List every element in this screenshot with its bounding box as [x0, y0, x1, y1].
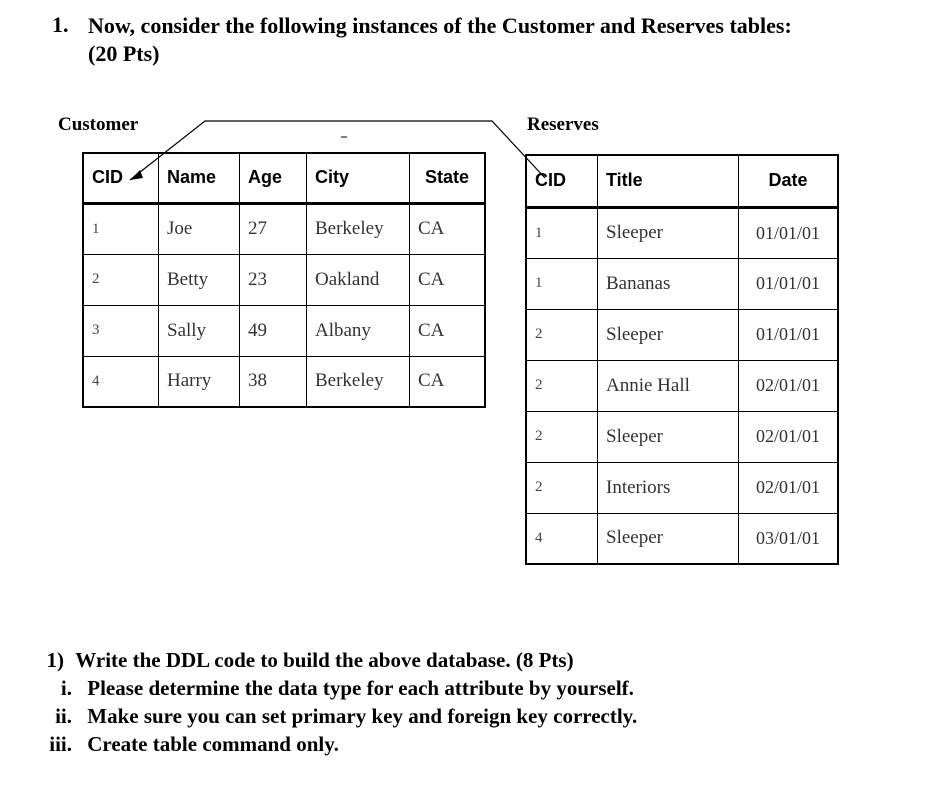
task-item-sub — [38, 674, 637, 702]
reserves-cell-title: Interiors — [598, 462, 739, 513]
reserves-cell-title: Sleeper — [598, 513, 739, 564]
table-row — [83, 254, 485, 305]
customer-header-state: State — [410, 153, 486, 203]
reserves-cell-cid: 4 — [526, 513, 598, 564]
customer-header-city: City — [307, 153, 410, 203]
reserves-cell-date: 01/01/01 — [739, 309, 839, 360]
reserves-cell-date: 01/01/01 — [739, 258, 839, 309]
customer-cell-city: Albany — [307, 305, 410, 356]
reserves-cell-date: 02/01/01 — [739, 360, 839, 411]
customer-cell-name: Sally — [159, 305, 240, 356]
table-row — [526, 207, 838, 258]
task-item-main — [38, 646, 637, 674]
reserves-cell-date: 02/01/01 — [739, 411, 839, 462]
table-row — [526, 513, 838, 564]
customer-cell-state: CA — [410, 254, 486, 305]
task-marker: ii. — [55, 704, 72, 728]
reserves-cell-cid: 1 — [526, 207, 598, 258]
reserves-cell-title: Sleeper — [598, 207, 739, 258]
reserves-table-label: Reserves — [527, 114, 599, 135]
task-text: Write the DDL code to build the above database. (8 Pts) — [75, 648, 574, 672]
task-item-sub — [38, 730, 637, 758]
question-line-1: Now, consider the following instances of the Customer and Reserves tables: — [88, 13, 792, 38]
customer-cell-state: CA — [410, 203, 486, 254]
customer-cell-cid: 3 — [83, 305, 159, 356]
customer-cell-age: 49 — [240, 305, 307, 356]
table-row — [526, 258, 838, 309]
customer-cell-age: 27 — [240, 203, 307, 254]
customer-cell-age: 38 — [240, 356, 307, 407]
customer-cell-city: Berkeley — [307, 203, 410, 254]
customer-cell-name: Betty — [159, 254, 240, 305]
reserves-header-cid: CID — [526, 155, 598, 207]
task-list — [38, 646, 637, 758]
reserves-cell-cid: 2 — [526, 411, 598, 462]
reserves-cell-date: 03/01/01 — [739, 513, 839, 564]
customer-cell-state: CA — [410, 305, 486, 356]
customer-cell-city: Berkeley — [307, 356, 410, 407]
task-item-sub — [38, 702, 637, 730]
customer-cell-age: 23 — [240, 254, 307, 305]
customer-header-cid: CID — [83, 153, 159, 203]
question-line-2: (20 Pts) — [88, 41, 160, 66]
reserves-cell-title: Annie Hall — [598, 360, 739, 411]
reserves-cell-title: Bananas — [598, 258, 739, 309]
table-row — [526, 462, 838, 513]
reserves-cell-cid: 2 — [526, 309, 598, 360]
task-marker: 1) — [46, 648, 64, 672]
table-row — [83, 356, 485, 407]
customer-cell-name: Joe — [159, 203, 240, 254]
question-number: 1. — [52, 12, 69, 37]
customer-header-row — [83, 153, 485, 203]
customer-cell-cid: 1 — [83, 203, 159, 254]
task-text: Please determine the data type for each attribute by yourself. — [87, 676, 634, 700]
customer-table-label: Customer — [58, 114, 139, 135]
table-row — [526, 411, 838, 462]
reserves-header-date: Date — [739, 155, 839, 207]
task-marker: iii. — [49, 732, 72, 756]
customer-header-name: Name — [159, 153, 240, 203]
reserves-header-row — [526, 155, 838, 207]
reserves-cell-cid: 2 — [526, 462, 598, 513]
table-row — [526, 309, 838, 360]
reserves-cell-title: Sleeper — [598, 309, 739, 360]
customer-table — [82, 152, 486, 408]
customer-header-age: Age — [240, 153, 307, 203]
reserves-cell-cid: 2 — [526, 360, 598, 411]
reserves-cell-date: 02/01/01 — [739, 462, 839, 513]
reserves-header-title: Title — [598, 155, 739, 207]
reserves-cell-date: 01/01/01 — [739, 207, 839, 258]
customer-cell-cid: 4 — [83, 356, 159, 407]
customer-cell-state: CA — [410, 356, 486, 407]
reserves-table — [525, 154, 839, 565]
table-row — [526, 360, 838, 411]
reserves-cell-cid: 1 — [526, 258, 598, 309]
table-row — [83, 305, 485, 356]
task-text: Make sure you can set primary key and foreign key correctly. — [87, 704, 638, 728]
customer-cell-cid: 2 — [83, 254, 159, 305]
task-text: Create table command only. — [87, 732, 339, 756]
reserves-cell-title: Sleeper — [598, 411, 739, 462]
customer-cell-city: Oakland — [307, 254, 410, 305]
customer-cell-name: Harry — [159, 356, 240, 407]
table-row — [83, 203, 485, 254]
task-marker: i. — [60, 676, 72, 700]
